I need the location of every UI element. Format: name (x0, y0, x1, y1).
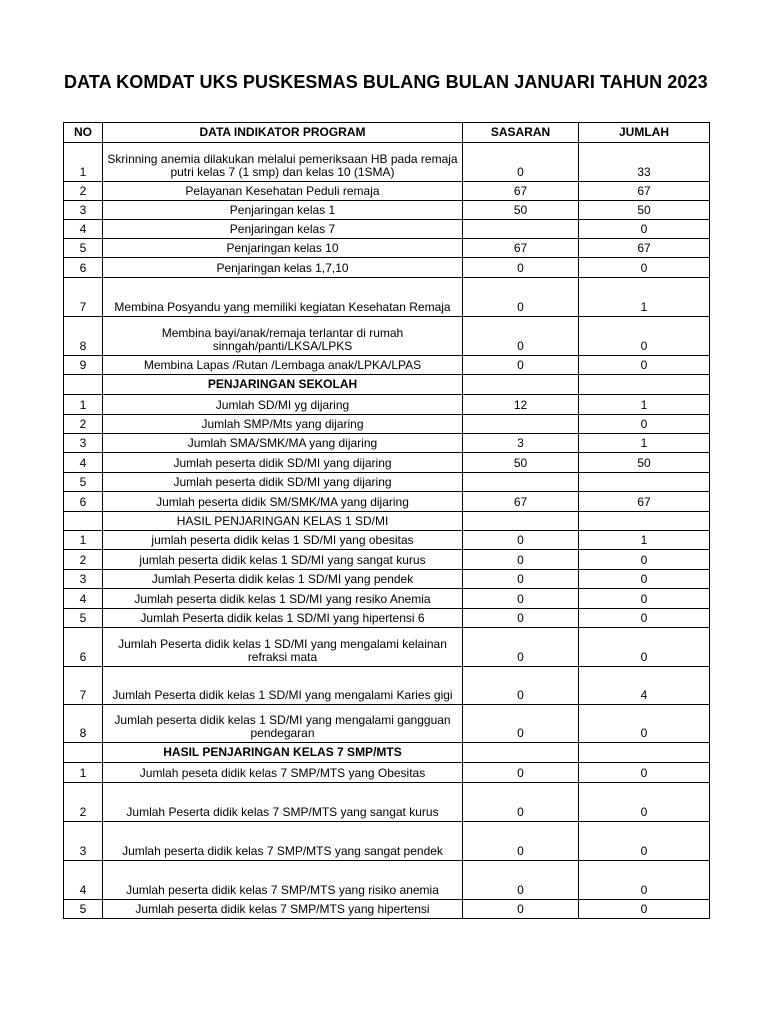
cell-indikator: Jumlah peserta didik kelas 7 SMP/MTS yang sangat pendek (103, 822, 463, 861)
cell-jumlah: 0 (579, 550, 710, 570)
komdat-table (63, 122, 710, 919)
table-row (64, 628, 710, 667)
table-row (64, 705, 710, 743)
column-header-no: NO (64, 123, 103, 143)
cell-sasaran: 0 (463, 317, 579, 356)
cell-no: 3 (64, 434, 103, 453)
cell-sasaran (463, 220, 579, 239)
cell-no: 9 (64, 356, 103, 375)
table-row (64, 492, 710, 512)
cell-jumlah: 0 (579, 589, 710, 609)
table-row (64, 531, 710, 550)
cell-indikator: Jumlah peserta didik SD/MI yang dijaring (103, 473, 463, 492)
cell-no: 5 (64, 900, 103, 919)
cell-no: 3 (64, 570, 103, 589)
table-row (64, 453, 710, 473)
column-header-indikator: DATA INDIKATOR PROGRAM (103, 123, 463, 143)
cell-sasaran: 0 (463, 628, 579, 667)
cell-jumlah: 0 (579, 415, 710, 434)
cell-indikator: Penjaringan kelas 1,7,10 (103, 258, 463, 278)
table-row (64, 258, 710, 278)
cell-jumlah: 67 (579, 239, 710, 258)
section-no-cell (64, 375, 103, 395)
cell-no: 8 (64, 317, 103, 356)
cell-no: 1 (64, 531, 103, 550)
cell-jumlah: 0 (579, 861, 710, 900)
cell-indikator: Jumlah SMA/SMK/MA yang dijaring (103, 434, 463, 453)
cell-no: 2 (64, 550, 103, 570)
cell-indikator: Jumlah Peserta didik kelas 1 SD/MI yang pendek (103, 570, 463, 589)
table-row (64, 434, 710, 453)
cell-jumlah: 0 (579, 356, 710, 375)
cell-sasaran: 0 (463, 550, 579, 570)
section-sasaran-cell (463, 375, 579, 395)
cell-jumlah: 1 (579, 278, 710, 317)
cell-sasaran: 3 (463, 434, 579, 453)
section-sasaran-cell (463, 743, 579, 763)
cell-jumlah: 67 (579, 182, 710, 201)
cell-indikator: Jumlah peserta didik SM/SMK/MA yang dijaring (103, 492, 463, 512)
cell-jumlah: 0 (579, 783, 710, 822)
cell-no: 7 (64, 667, 103, 705)
cell-jumlah (579, 473, 710, 492)
cell-indikator: Pelayanan Kesehatan Peduli remaja (103, 182, 463, 201)
cell-indikator: Jumlah Peserta didik kelas 1 SD/MI yang mengalami kelainan refraksi mata (103, 628, 463, 667)
cell-no: 1 (64, 143, 103, 182)
table-row (64, 239, 710, 258)
cell-sasaran: 67 (463, 492, 579, 512)
cell-jumlah: 1 (579, 395, 710, 415)
section-header-row (64, 375, 710, 395)
table-row (64, 589, 710, 609)
cell-jumlah: 4 (579, 667, 710, 705)
cell-indikator: Membina bayi/anak/remaja terlantar di rumah sinngah/panti/LKSA/LPKS (103, 317, 463, 356)
cell-no: 2 (64, 783, 103, 822)
document-title: DATA KOMDAT UKS PUSKESMAS BULANG BULAN JANUARI TAHUN 2023 (64, 72, 708, 92)
cell-indikator: Jumlah Peserta didik kelas 1 SD/MI yang hipertensi 6 (103, 609, 463, 628)
table-row (64, 861, 710, 900)
cell-sasaran: 0 (463, 356, 579, 375)
cell-indikator: Penjaringan kelas 7 (103, 220, 463, 239)
table-row (64, 143, 710, 182)
cell-indikator: jumlah peserta didik kelas 1 SD/MI yang sangat kurus (103, 550, 463, 570)
section-header-row (64, 512, 710, 531)
table-row (64, 278, 710, 317)
cell-indikator: Jumlah peserta didik kelas 1 SD/MI yang resiko Anemia (103, 589, 463, 609)
cell-no: 3 (64, 822, 103, 861)
cell-jumlah: 67 (579, 492, 710, 512)
cell-sasaran: 0 (463, 143, 579, 182)
table-row (64, 395, 710, 415)
cell-jumlah: 0 (579, 705, 710, 743)
cell-jumlah: 0 (579, 570, 710, 589)
cell-sasaran: 12 (463, 395, 579, 415)
cell-sasaran: 0 (463, 589, 579, 609)
cell-jumlah: 0 (579, 317, 710, 356)
cell-no: 7 (64, 278, 103, 317)
cell-no: 2 (64, 182, 103, 201)
cell-indikator: Jumlah SD/MI yg dijaring (103, 395, 463, 415)
cell-sasaran: 0 (463, 609, 579, 628)
cell-no: 4 (64, 453, 103, 473)
table-row (64, 356, 710, 375)
cell-indikator: Jumlah SMP/Mts yang dijaring (103, 415, 463, 434)
cell-no: 5 (64, 473, 103, 492)
table-row (64, 822, 710, 861)
cell-indikator: jumlah peserta didik kelas 1 SD/MI yang obesitas (103, 531, 463, 550)
cell-sasaran: 67 (463, 239, 579, 258)
table-row (64, 317, 710, 356)
cell-sasaran: 67 (463, 182, 579, 201)
section-jumlah-cell (579, 743, 710, 763)
cell-indikator: Membina Lapas /Rutan /Lembaga anak/LPKA/LPAS (103, 356, 463, 375)
section-no-cell (64, 512, 103, 531)
cell-sasaran (463, 415, 579, 434)
cell-sasaran: 0 (463, 258, 579, 278)
table-row (64, 550, 710, 570)
section-jumlah-cell (579, 375, 710, 395)
cell-sasaran: 0 (463, 570, 579, 589)
cell-sasaran: 50 (463, 201, 579, 220)
cell-jumlah: 1 (579, 531, 710, 550)
cell-indikator: Jumlah Peserta didik kelas 7 SMP/MTS yang sangat kurus (103, 783, 463, 822)
section-label: PENJARINGAN SEKOLAH (103, 375, 463, 395)
cell-jumlah: 0 (579, 628, 710, 667)
cell-jumlah: 0 (579, 900, 710, 919)
table-row (64, 900, 710, 919)
cell-indikator: Jumlah peserta didik SD/MI yang dijaring (103, 453, 463, 473)
cell-no: 6 (64, 492, 103, 512)
table-row (64, 783, 710, 822)
table-row (64, 667, 710, 705)
cell-sasaran: 0 (463, 861, 579, 900)
cell-indikator: Penjaringan kelas 1 (103, 201, 463, 220)
cell-no: 2 (64, 415, 103, 434)
column-header-sasaran: SASARAN (463, 123, 579, 143)
cell-jumlah: 50 (579, 453, 710, 473)
cell-no: 4 (64, 220, 103, 239)
table-row (64, 220, 710, 239)
cell-indikator: Penjaringan kelas 10 (103, 239, 463, 258)
table-body (64, 143, 710, 919)
cell-sasaran: 0 (463, 705, 579, 743)
cell-sasaran: 0 (463, 900, 579, 919)
table-row (64, 415, 710, 434)
cell-jumlah: 33 (579, 143, 710, 182)
cell-indikator: Skrinning anemia dilakukan melalui pemeriksaan HB pada remaja putri kelas 7 (1 smp) dan kelas 10 (1SMA) (103, 143, 463, 182)
cell-sasaran: 0 (463, 667, 579, 705)
column-header-jumlah: JUMLAH (579, 123, 710, 143)
section-header-row (64, 743, 710, 763)
cell-jumlah: 0 (579, 258, 710, 278)
cell-indikator: Jumlah peserta didik kelas 7 SMP/MTS yang hipertensi (103, 900, 463, 919)
cell-sasaran: 50 (463, 453, 579, 473)
cell-sasaran: 0 (463, 822, 579, 861)
cell-no: 6 (64, 258, 103, 278)
cell-sasaran: 0 (463, 278, 579, 317)
section-no-cell (64, 743, 103, 763)
section-label: HASIL PENJARINGAN KELAS 1 SD/MI (103, 512, 463, 531)
table-row (64, 473, 710, 492)
cell-sasaran: 0 (463, 783, 579, 822)
table-row (64, 570, 710, 589)
table-row (64, 201, 710, 220)
table-header-row (64, 123, 710, 143)
cell-indikator: Jumlah peserta didik kelas 7 SMP/MTS yang risiko anemia (103, 861, 463, 900)
cell-jumlah: 50 (579, 201, 710, 220)
cell-no: 1 (64, 395, 103, 415)
cell-no: 6 (64, 628, 103, 667)
cell-indikator: Jumlah peseta didik kelas 7 SMP/MTS yang Obesitas (103, 763, 463, 783)
cell-jumlah: 0 (579, 763, 710, 783)
cell-sasaran (463, 473, 579, 492)
cell-jumlah: 0 (579, 822, 710, 861)
cell-indikator: Jumlah peserta didik kelas 1 SD/MI yang mengalami gangguan pendegaran (103, 705, 463, 743)
cell-no: 4 (64, 861, 103, 900)
cell-sasaran: 0 (463, 763, 579, 783)
cell-no: 8 (64, 705, 103, 743)
table-row (64, 182, 710, 201)
cell-jumlah: 0 (579, 609, 710, 628)
cell-no: 3 (64, 201, 103, 220)
cell-no: 1 (64, 763, 103, 783)
section-jumlah-cell (579, 512, 710, 531)
cell-no: 5 (64, 239, 103, 258)
cell-no: 5 (64, 609, 103, 628)
table-row (64, 609, 710, 628)
cell-jumlah: 0 (579, 220, 710, 239)
cell-no: 4 (64, 589, 103, 609)
section-sasaran-cell (463, 512, 579, 531)
cell-sasaran: 0 (463, 531, 579, 550)
cell-jumlah: 1 (579, 434, 710, 453)
cell-indikator: Jumlah Peserta didik kelas 1 SD/MI yang mengalami Karies gigi (103, 667, 463, 705)
section-label: HASIL PENJARINGAN KELAS 7 SMP/MTS (103, 743, 463, 763)
table-row (64, 763, 710, 783)
cell-indikator: Membina Posyandu yang memiliki kegiatan Kesehatan Remaja (103, 278, 463, 317)
